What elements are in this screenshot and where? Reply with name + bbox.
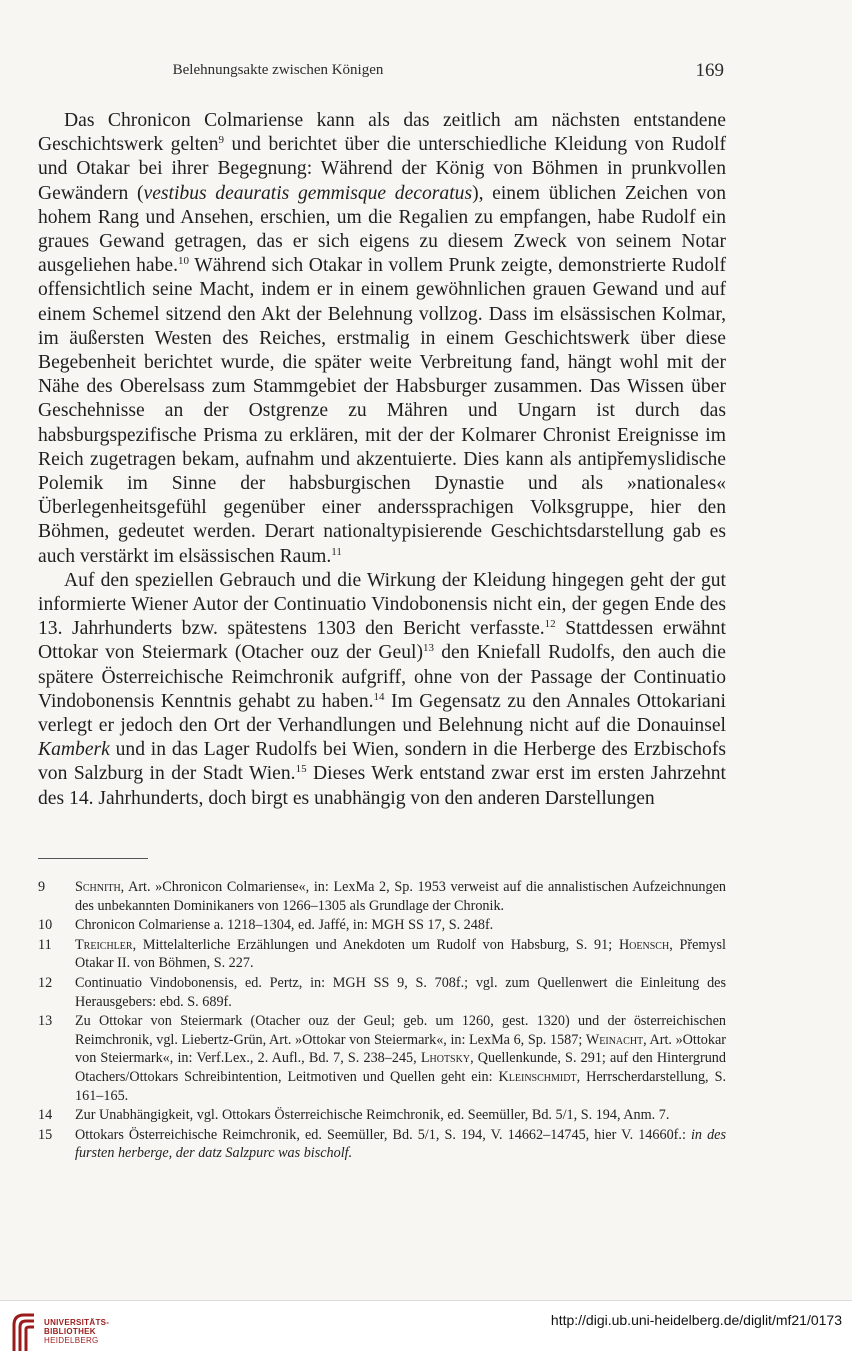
footnote-13: 13 Zu Ottokar von Steiermark (Otacher ouz der Geul; geb. um 1260, gest. 1320) und der österreichischen Reimchronik, vgl. Liebertz-Grün, Art. »Ottokar von Steiermark«, in: LexMa 6, Sp. 1587; Weinacht, Art. »Ottokar von Steiermark«, in: Verf.Lex., 2. Aufl., Bd. 7, S. 238–245, Lhotsky, Quellenkunde, S. 291; auf den Hintergrund Otachers/Ottokars Schreibintention, Leitmotiven und Quellen geht ein: Kleinschmidt, Herrscherdarstellung, S. 161–165.: [38, 1013, 727, 1104]
footnote-ref-14[interactable]: 14: [373, 690, 385, 703]
footnote-ref-10[interactable]: 10: [177, 255, 189, 268]
footnote-15: 15 Ottokars Österreichische Reimchronik, ed. Seemüller, Bd. 5/1, S. 194, V. 14662–14745, hier V. 14660f.: in des fursten herberge, der datz Salzpurc was bischolf.: [38, 1126, 726, 1162]
footnote-ref-12[interactable]: 12: [544, 618, 556, 631]
main-text: [38, 109, 726, 811]
footnote-ref-11[interactable]: 11: [331, 545, 342, 558]
footnote-9: 9 Schnith, Art. »Chronicon Colmariense«, in: LexMa 2, Sp. 1953 verweist auf die annalistischen Aufzeichnungen des unbekannten Dominikaners von 1266–1305 als Grundlage der Chronik.: [38, 879, 726, 914]
library-logo-text: UNIVERSITÄTS- BIBLIOTHEK HEIDELBERG: [44, 1318, 110, 1345]
paragraph-1: Das Chronicon Colmariense kann als das zeitlich am nächsten entstandene Geschichtswerk gelten$^9$ und berichtet über die unterschiedliche Kleidung von Rudolf und Otakar bei ihrer Begegnung: Während der König von Böhmen in prunkvollen Gewändern (vestibus deauratis gemmisque decoratus), einem üblichen Zeichen von hohem Rang und Ansehen, erschien, um die Regalien zu empfangen, habe Rudolf ein graues Gewand getragen, das er sich eigens zu diesem Zweck von seinem Notar ausgeliehen habe.$^{10}$ Während sich Otakar in vollem Prunk zeigte, demonstrierte Rudolf offensichtlich seine Macht, indem er in einem gewöhnlichen grauen Gewand und auf einem Schemel sitzend den Akt der Belehnung vollzog. Dass im elsässischen Kolmar, im äußersten Westen des Reiches, erstmalig in einem Geschichtswerk über diese Begebenheit berichtet wurde, die später weite Verbreitung fand, hängt wohl mit der Nähe des Oberelsass zum Stammgebiet der Habsburger zusammen. Das Wissen über Geschehnisse an der Ostgrenze zu Mähren und Ungarn ist durch das habsburgspezifische Prisma zu erklären, mit der der Kolmarer Chronist Ereignisse im Reich zugetragen bekam, aufnahm und akzentuierte. Dies kann als antipřemyslidische Polemik im Sinne der habsburgischen Dynastie und als »nationales« Überlegenheitsgefühl gegenüber einer anderssprachigen Volksgruppe, hier den Böhmen, gedeutet werden. Derart nationaltypisierende Geschichtsdarstellung gab es auch verstärkt im elsässischen Raum.$^{11}$: [38, 110, 726, 567]
footnote-10: 10 Chronicon Colmariense a. 1218–1304, ed. Jaffé, in: MGH SS 17, S. 248f.: [38, 917, 494, 934]
footnote-ref-13[interactable]: 13: [423, 642, 434, 655]
paragraph-2: Auf den speziellen Gebrauch und die Wirkung der Kleidung hingegen geht der gut informierte Wiener Autor der Continuatio Vindobonensis nicht ein, der gegen Ende des 13. Jahrhunderts bzw. spätestens 1303 den Bericht verfasste.$^{12}$ Stattdessen erwähnt Ottokar von Steiermark (Otacher ouz der Geul)$^{13}$ den Kniefall Rudolfs, den auch die spätere Österreichische Reimchronik aufgriff, ohne von der Passage der Continuatio Vindobonensis Kenntnis gehabt zu haben.$^{14}$ Im Gegensatz zu den Annales Ottokariani verlegt er jedoch den Ort der Verhandlungen und Belehnung nicht auf die Donauinsel Kamberk und in das Lager Rudolfs bei Wien, sondern in die Herberge des Erzbischofs von Salzburg in der Stadt Wien.$^{15}$ Dieses Werk entstand zwar erst im ersten Jahrzehnt des 14. Jahrhunderts, doch birgt es unabhängig von den anderen Darstellungen: [38, 569, 727, 809]
permalink-url[interactable]: http://digi.ub.uni-heidelberg.de/diglit/mf21/0173: [550, 1312, 842, 1328]
page-number: 169: [695, 60, 724, 81]
footnote-ref-15[interactable]: 15: [295, 763, 307, 776]
footnote-divider: [38, 858, 148, 859]
footnotes: [38, 878, 726, 1164]
footnote-12: 12 Continuatio Vindobonensis, ed. Pertz, in: MGH SS 9, S. 708f.; vgl. zum Quellenwert die Einleitung des Herausgebers: ebd. S. 689f.: [38, 974, 726, 1010]
footnote-14: 14 Zur Unabhängigkeit, vgl. Ottokars Österreichische Reimchronik, ed. Seemüller, Bd. 5/1, S. 194, Anm. 7.: [38, 1107, 670, 1124]
library-footer: [0, 1300, 852, 1363]
running-head-title: Belehnungsakte zwischen Königen: [172, 62, 384, 78]
footnote-11: 11 Treichler, Mittelalterliche Erzählungen und Anekdoten um Rudolf von Habsburg, S. 91; Hoensch, Přemysl Otakar II. von Böhmen, S. 227.: [38, 936, 726, 972]
footnote-ref-9[interactable]: 9: [218, 134, 225, 147]
library-logo-icon[interactable]: [8, 1311, 38, 1353]
